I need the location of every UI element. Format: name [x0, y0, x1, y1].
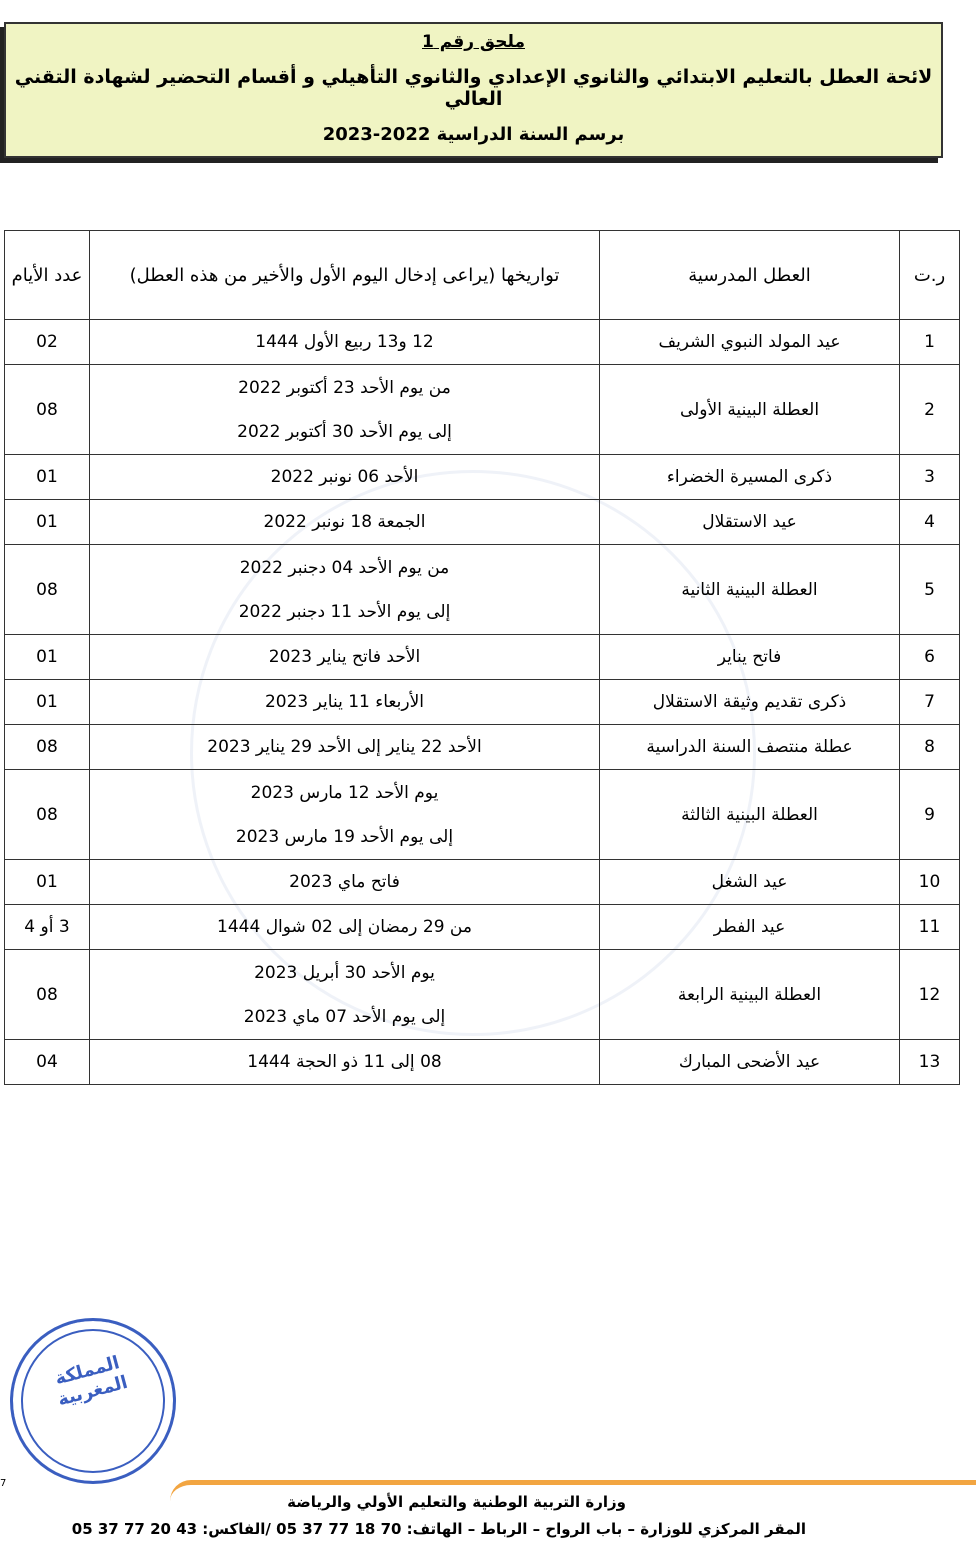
header-days: عدد الأيام [5, 231, 90, 320]
row-dates [90, 770, 600, 860]
row-holiday-name: العطلة البينية الثالثة [600, 770, 900, 860]
row-dates [90, 635, 600, 680]
row-days: 08 [5, 725, 90, 770]
table-row [5, 1040, 960, 1085]
row-num: 8 [900, 725, 960, 770]
table-row [5, 725, 960, 770]
table-row [5, 365, 960, 455]
row-date-line-1: الأحد 22 يناير إلى الأحد 29 يناير 2023 [207, 737, 482, 757]
row-dates [90, 365, 600, 455]
row-dates [90, 905, 600, 950]
row-date-line-1: يوم الأحد 30 أبريل 2023 [254, 962, 435, 983]
row-dates [90, 860, 600, 905]
row-date-line-2: إلى يوم الأحد 30 أكتوبر 2022 [237, 421, 452, 442]
row-date-line-1: الجمعة 18 نونبر 2022 [263, 512, 426, 532]
row-holiday-name: ذكرى المسيرة الخضراء [600, 455, 900, 500]
row-date-line-2: إلى يوم الأحد 11 دجنبر 2022 [238, 601, 451, 622]
row-num: 6 [900, 635, 960, 680]
header-name: العطل المدرسية [600, 231, 900, 320]
table-row [5, 320, 960, 365]
row-num: 10 [900, 860, 960, 905]
row-days: 01 [5, 455, 90, 500]
holidays-table [4, 230, 960, 1085]
row-date-line-1: الأربعاء 11 يناير 2023 [264, 692, 424, 712]
row-dates [90, 545, 600, 635]
footer-ministry: وزارة التربية الوطنية والتعليم الأولي والرياضة [287, 1493, 626, 1511]
table-row [5, 950, 960, 1040]
row-dates [90, 1040, 600, 1085]
row-days: 02 [5, 320, 90, 365]
row-holiday-name: عيد الاستقلال [600, 500, 900, 545]
row-date-line-1: يوم الأحد 12 مارس 2023 [250, 782, 439, 803]
footer-address: المقر المركزي للوزارة – باب الرواح – الرباط – الهاتف: 70 18 77 37 05 /الفاكس: 43 20 77 37 05 [71, 1520, 806, 1538]
row-dates [90, 320, 600, 365]
header-num: ر.ت [900, 231, 960, 320]
row-date-line-1: الأحد فاتح يناير 2023 [268, 647, 421, 667]
row-holiday-name: عيد المولد النبوي الشريف [600, 320, 900, 365]
row-days: 01 [5, 860, 90, 905]
row-days: 08 [5, 770, 90, 860]
row-holiday-name: ذكرى تقديم وثيقة الاستقلال [600, 680, 900, 725]
row-holiday-name: العطلة البينية الثانية [600, 545, 900, 635]
row-num: 3 [900, 455, 960, 500]
row-days: 01 [5, 680, 90, 725]
row-dates [90, 455, 600, 500]
table-row [5, 545, 960, 635]
header-dates: تواريخها (يراعى إدخال اليوم الأول والأخير من هذه العطل) [90, 231, 600, 320]
row-num: 2 [900, 365, 960, 455]
row-holiday-name: فاتح يناير [600, 635, 900, 680]
row-date-line-1: 12 و13 ربيع الأول 1444 [255, 332, 434, 352]
row-holiday-name: العطلة البينية الأولى [600, 365, 900, 455]
row-days: 08 [5, 365, 90, 455]
row-date-line-1: من يوم الأحد 04 دجنبر 2022 [239, 557, 450, 578]
table-row [5, 455, 960, 500]
page-number: 7 [0, 1478, 7, 1489]
row-date-line-1: من يوم الأحد 23 أكتوبر 2022 [238, 377, 451, 398]
row-num: 5 [900, 545, 960, 635]
row-days: 08 [5, 545, 90, 635]
table-row [5, 500, 960, 545]
row-dates [90, 500, 600, 545]
row-num: 13 [900, 1040, 960, 1085]
row-days: 01 [5, 635, 90, 680]
row-days: 01 [5, 500, 90, 545]
table-row [5, 905, 960, 950]
row-holiday-name: عيد الأضحى المبارك [600, 1040, 900, 1085]
row-num: 11 [900, 905, 960, 950]
row-days: 3 أو 4 [5, 905, 90, 950]
row-num: 9 [900, 770, 960, 860]
table-row [5, 680, 960, 725]
row-holiday-name: عيد الفطر [600, 905, 900, 950]
row-days: 04 [5, 1040, 90, 1085]
row-holiday-name: عيد الشغل [600, 860, 900, 905]
row-days: 08 [5, 950, 90, 1040]
stamp-text: المملكة المغربية [52, 1352, 130, 1411]
row-holiday-name: العطلة البينية الرابعة [600, 950, 900, 1040]
row-date-line-1: فاتح ماي 2023 [289, 872, 400, 892]
header-box [4, 22, 943, 158]
row-num: 4 [900, 500, 960, 545]
row-date-line-2: إلى يوم الأحد 07 ماي 2023 [243, 1006, 446, 1027]
row-date-line-2: إلى يوم الأحد 19 مارس 2023 [235, 826, 454, 847]
row-dates [90, 725, 600, 770]
row-num: 1 [900, 320, 960, 365]
row-date-line-1: الأحد 06 نونبر 2022 [270, 467, 419, 487]
table-row [5, 635, 960, 680]
table-row [5, 860, 960, 905]
table-row [5, 770, 960, 860]
row-num: 12 [900, 950, 960, 1040]
row-dates [90, 680, 600, 725]
document-subtitle: برسم السنة الدراسية 2022-2023 [322, 124, 625, 145]
table-header-row [5, 231, 960, 320]
row-holiday-name: عطلة منتصف السنة الدراسية [600, 725, 900, 770]
row-num: 7 [900, 680, 960, 725]
row-date-line-1: من 29 رمضان إلى 02 شوال 1444 [217, 917, 472, 937]
document-title: لائحة العطل بالتعليم الابتدائي والثانوي الإعدادي والثانوي التأهيلي و أقسام التحضير لشهادة التقني العالي [14, 66, 933, 110]
row-dates [90, 950, 600, 1040]
annex-label: ملحق رقم 1 [422, 32, 525, 52]
row-date-line-1: 08 إلى 11 ذو الحجة 1444 [247, 1052, 442, 1072]
